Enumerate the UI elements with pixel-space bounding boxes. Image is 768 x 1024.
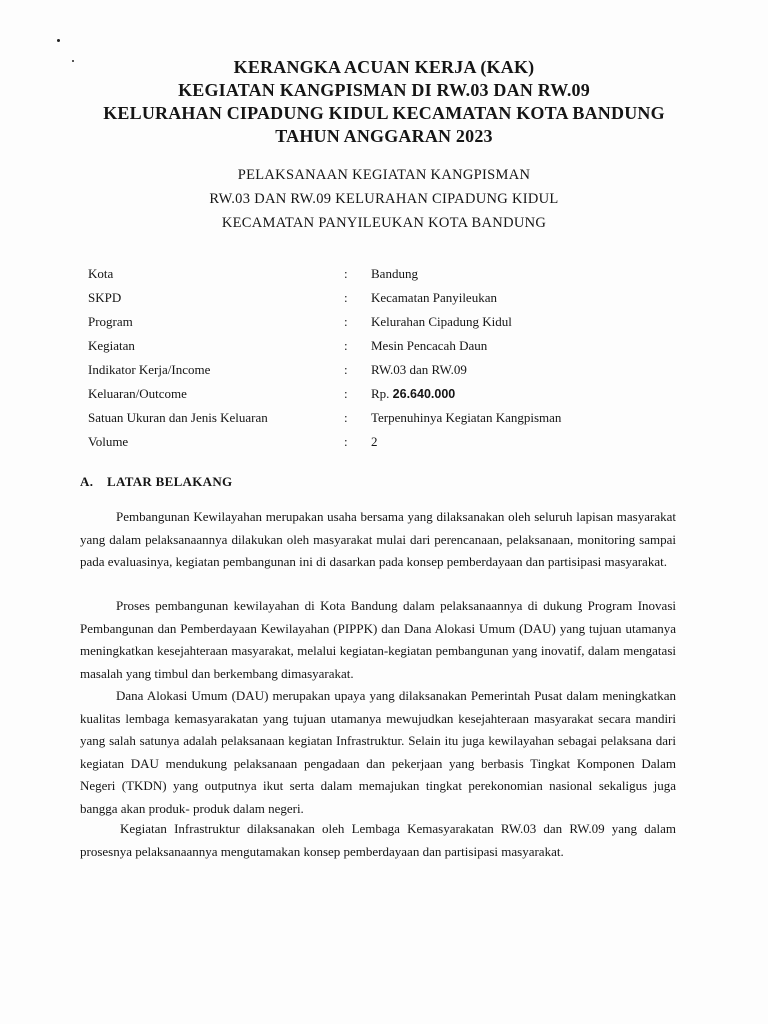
amount-value: 26.640.000 bbox=[392, 387, 456, 401]
info-label: Kegiatan bbox=[88, 338, 135, 353]
info-value: 2 bbox=[371, 434, 378, 449]
info-label: Program bbox=[88, 314, 133, 329]
info-value: Mesin Pencacah Daun bbox=[371, 338, 488, 353]
info-separator: : bbox=[344, 290, 348, 305]
info-row-indikator bbox=[88, 358, 708, 382]
info-label: Keluaran/Outcome bbox=[88, 386, 187, 401]
subtitle-line: RW.03 DAN RW.09 KELURAHAN CIPADUNG KIDUL bbox=[209, 191, 559, 207]
info-value: Kelurahan Cipadung Kidul bbox=[371, 314, 512, 329]
info-label: Volume bbox=[88, 434, 129, 449]
section-letter: A. bbox=[80, 474, 94, 489]
subtitle-line: KECAMATAN PANYILEUKAN KOTA BANDUNG bbox=[221, 215, 547, 231]
paragraph: Proses pembangunan kewilayahan di Kota Bandung dalam pelaksanaannya di dukung Program Inovasi Pembangunan dan Pemberdayaan Kewilayahan (PIPPK) dan Dana Alokasi Umum (DAU) yang tujuan utamanya meningkatkan kesejahteraan masyarakat, melalui kegiatan-kegiatan pembangunan yang inovatif, dalam mengatasi masalah yang timbul dan berkembang dimasyarakat. bbox=[80, 598, 676, 681]
info-value: RW.03 dan RW.09 bbox=[371, 362, 467, 377]
info-row-keluaran bbox=[88, 382, 708, 406]
info-label: Indikator Kerja/Income bbox=[88, 362, 211, 377]
section-heading bbox=[80, 474, 232, 490]
paragraph: Pembangunan Kewilayahan merupakan usaha bersama yang dilaksanakan oleh seluruh lapisan masyarakat yang dalam pelaksanaannya dilakukan oleh masyarakat mulai dari perencanaan, pelaksanaan, monitoring sampai pada evaluasinya, kegiatan pembangunan ini di dasarkan pada konsep pemberdayaan dan partisipasi masyarakat. bbox=[80, 509, 676, 569]
info-value: Bandung bbox=[371, 266, 418, 281]
info-label: SKPD bbox=[88, 290, 122, 305]
paragraph: Kegiatan Infrastruktur dilaksanakan oleh Lembaga Kemasyarakatan RW.03 dan RW.09 yang dalam prosesnya pelaksanaannya mengutamakan konsep pemberdayaan dan partisipasi masyarakat. bbox=[80, 821, 676, 859]
info-table bbox=[88, 262, 708, 454]
info-separator: : bbox=[344, 314, 348, 329]
info-value: Kecamatan Panyileukan bbox=[371, 290, 497, 305]
info-separator: : bbox=[344, 266, 348, 281]
info-row-volume bbox=[88, 430, 708, 454]
info-label: Satuan Ukuran dan Jenis Keluaran bbox=[88, 410, 268, 425]
info-row-satuan bbox=[88, 406, 708, 430]
scan-speck bbox=[57, 39, 60, 42]
info-value: Terpenuhinya Kegiatan Kangpisman bbox=[371, 410, 562, 425]
info-separator: : bbox=[344, 410, 348, 425]
info-label: Kota bbox=[88, 266, 114, 281]
info-row-kegiatan bbox=[88, 334, 708, 358]
info-separator: : bbox=[344, 386, 348, 401]
paragraph: Dana Alokasi Umum (DAU) merupakan upaya yang dilaksanakan Pemerintah Pusat dalam meningkatkan kualitas lembaga kemasyarakatan yang tujuan utamanya mewujudkan kesejahteraan masyarakat secara mandiri yang salah satunya adalah pelaksanaan kegiatan Infrastruktur. Selain itu juga kewilayahan sebagai pelaksana dari kegiatan DAU mendukung pelaksanaan pengadaan dan pekerjaan yang berbasis Tingkat Komponen Dalam Negeri (TKDN) yang outputnya ikut serta dalam memajukan tingkat perekonomian nasional sekaligus juga bangga akan produk- produk dalam negeri. bbox=[80, 688, 676, 816]
info-separator: : bbox=[344, 362, 348, 377]
info-separator: : bbox=[344, 338, 348, 353]
info-separator: : bbox=[344, 434, 348, 449]
info-row-kota bbox=[88, 262, 708, 286]
document-title bbox=[0, 56, 768, 148]
title-line: KEGIATAN KANGPISMAN DI RW.03 DAN RW.09 bbox=[178, 80, 590, 100]
subtitle-line: PELAKSANAAN KEGIATAN KANGPISMAN bbox=[237, 167, 531, 183]
currency-prefix: Rp. bbox=[371, 386, 393, 401]
title-line: KERANGKA ACUAN KERJA (KAK) bbox=[233, 57, 535, 77]
info-row-program bbox=[88, 310, 708, 334]
section-title: LATAR BELAKANG bbox=[107, 474, 233, 489]
info-value-amount bbox=[371, 382, 708, 406]
document-subtitle bbox=[0, 163, 768, 235]
info-row-skpd bbox=[88, 286, 708, 310]
title-line: KELURAHAN CIPADUNG KIDUL KECAMATAN KOTA BANDUNG bbox=[103, 103, 665, 123]
title-line: TAHUN ANGGARAN 2023 bbox=[275, 126, 493, 146]
